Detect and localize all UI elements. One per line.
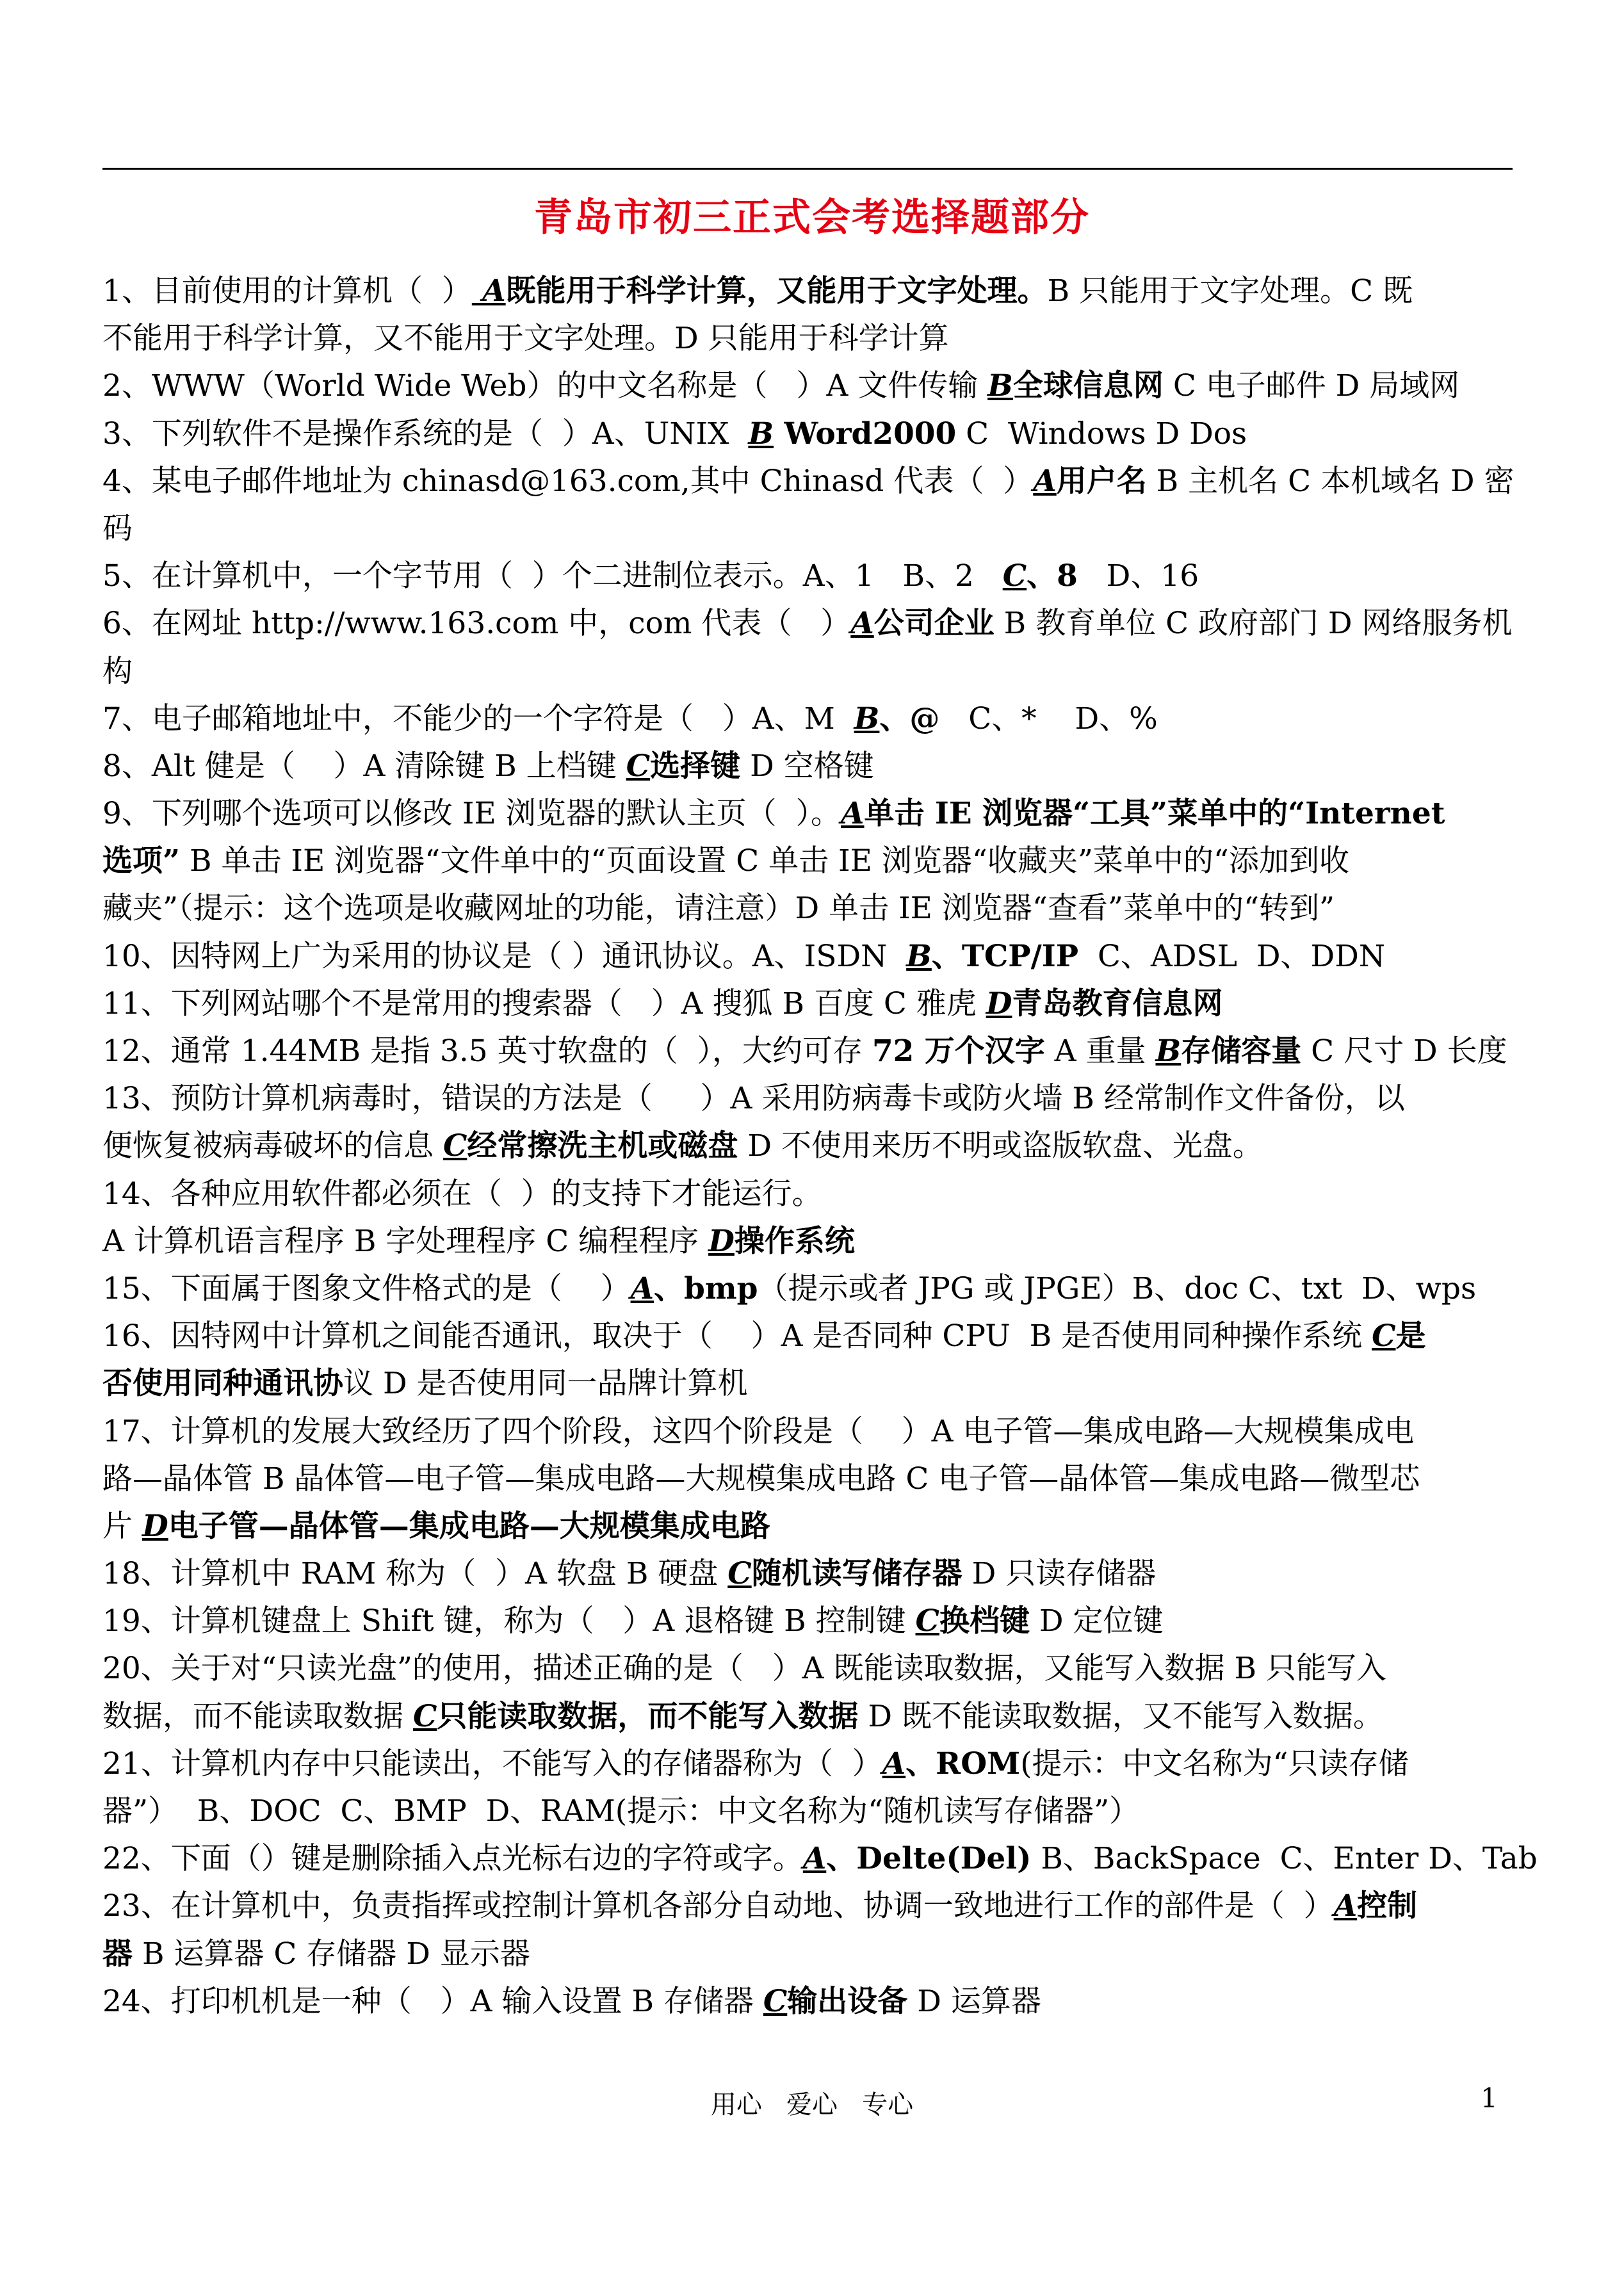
answer-text: 、@ — [879, 701, 940, 736]
text-line — [102, 1360, 1543, 1407]
text-segment: 便恢复被病毒破坏的信息 — [102, 1128, 443, 1164]
answer-text: 选项” — [102, 843, 181, 879]
text-line — [102, 1456, 1543, 1503]
text-line — [102, 1265, 1543, 1313]
text-segment: 2、WWW（World Wide Web）的中文名称是（ ）A 文件传输 — [102, 368, 988, 404]
answer-text: 随机读写储存器 — [751, 1556, 962, 1592]
text-line — [102, 648, 1543, 695]
page-number: 1 — [1481, 2082, 1498, 2114]
text-segment: C Windows D Dos — [956, 416, 1247, 451]
text-line — [102, 790, 1543, 838]
text-segment: 8、Alt 健是（ ）A 清除键 B 上档键 — [102, 748, 626, 784]
answer-letter: C — [412, 1698, 437, 1734]
text-segment: 数据，而不能读取数据 — [102, 1698, 413, 1734]
text-segment: 16、因特网中计算机之间能否通讯，取决于（ ）A 是否同种 CPU B 是否使用同种操作系统 — [102, 1318, 1372, 1354]
text-line — [102, 600, 1543, 647]
text-segment: D 定位键 — [1029, 1603, 1164, 1639]
answer-text: 否使用同种通讯协 — [102, 1366, 343, 1402]
answer-letter: C — [915, 1603, 939, 1639]
answer-text: 青岛教育信息网 — [1012, 985, 1223, 1021]
answer-letter: B — [987, 368, 1013, 404]
text-segment: 片 — [102, 1508, 142, 1544]
footer-motto: 用心 爱心 专心 — [710, 2090, 914, 2120]
header-rule — [102, 168, 1513, 170]
answer-text: 电子管—晶体管—集成电路—大规模集成电路 — [168, 1508, 770, 1544]
text-line — [102, 410, 1543, 458]
text-segment: 构 — [102, 653, 133, 689]
answer-text: 既能用于科学计算，又能用于文字处理。 — [505, 273, 1048, 309]
text-segment: 10、因特网上广为采用的协议是（ ）通讯协议。A、ISDN — [102, 938, 907, 974]
answer-letter: A — [882, 1746, 906, 1781]
answer-text: 、8 — [1027, 558, 1078, 594]
text-segment: 议 D 是否使用同一品牌计算机 — [343, 1366, 748, 1402]
answer-letter: D — [142, 1508, 168, 1544]
text-segment: C 电子邮件 D 局域网 — [1163, 368, 1460, 404]
text-segment: 15、下面属于图象文件格式的是（ ） — [102, 1270, 631, 1306]
answer-letter: C — [443, 1128, 467, 1164]
answer-letter: C — [727, 1556, 752, 1592]
answer-letter: A — [1333, 1888, 1358, 1924]
answer-letter: A — [471, 273, 506, 309]
answer-letter: D — [986, 985, 1012, 1021]
text-line — [102, 315, 1543, 362]
text-line — [102, 505, 1543, 553]
answer-letter: B — [1155, 1034, 1181, 1069]
answer-text: Word2000 — [774, 416, 957, 451]
text-segment: 器”） B、DOC C、BMP D、RAM(提示：中文名称为“随机读写存储器”） — [102, 1794, 1140, 1829]
text-line — [102, 268, 1543, 315]
text-segment: 9、下列哪个选项可以修改 IE 浏览器的默认主页（ ）。 — [102, 796, 841, 832]
text-line — [102, 1931, 1543, 1978]
answer-letter: C — [1002, 558, 1027, 594]
text-line — [102, 1693, 1543, 1740]
text-line — [102, 1313, 1543, 1360]
answer-text: 全球信息网 — [1012, 368, 1164, 404]
text-line — [102, 1740, 1543, 1788]
text-segment: B 单击 IE 浏览器“文件单中的“页面设置 C 单击 IE 浏览器“收藏夹”菜单中的“添加到收 — [180, 843, 1349, 879]
answer-text: 、ROM — [905, 1746, 1021, 1781]
text-line — [102, 1218, 1543, 1265]
answer-text: 控制 — [1357, 1888, 1418, 1924]
text-segment: B 教育单位 C 政府部门 D 网络服务机 — [994, 606, 1513, 642]
text-line — [102, 458, 1543, 505]
text-line — [102, 1645, 1543, 1692]
answer-text: 器 — [102, 1936, 133, 1972]
text-segment: D 既不能读取数据，又不能写入数据。 — [858, 1698, 1383, 1734]
text-segment: C 尺寸 D 长度 — [1301, 1034, 1507, 1069]
text-line — [102, 1408, 1543, 1456]
answer-text: 操作系统 — [734, 1223, 855, 1259]
text-segment: 22、下面（）键是删除插入点光标右边的字符或字。 — [102, 1841, 803, 1877]
text-line — [102, 1598, 1543, 1645]
text-line — [102, 838, 1543, 885]
text-line — [102, 1978, 1543, 2025]
text-segment: 17、计算机的发展大致经历了四个阶段，这四个阶段是（ ）A 电子管—集成电路—大规模集成电 — [102, 1413, 1415, 1449]
text-line — [102, 1550, 1543, 1598]
text-line — [102, 885, 1543, 932]
text-segment: 码 — [102, 510, 133, 546]
text-segment: B 运算器 C 存储器 D 显示器 — [133, 1936, 530, 1972]
answer-letter: C — [763, 1983, 788, 2019]
text-segment: 7、电子邮箱地址中，不能少的一个字符是（ ）A、M — [102, 701, 854, 736]
text-segment: D 不使用来历不明或盗版软盘、光盘。 — [738, 1128, 1263, 1164]
text-segment: 23、在计算机中，负责指挥或控制计算机各部分自动地、协调一致地进行工作的部件是（ ） — [102, 1888, 1334, 1924]
answer-text: 、TCP/IP — [931, 938, 1079, 974]
text-segment: 12、通常 1.44MB 是指 3.5 英寸软盘的（ ），大约可存 — [102, 1034, 872, 1069]
answer-letter: D — [708, 1223, 735, 1259]
answer-letter: A — [850, 606, 874, 642]
text-segment: A 计算机语言程序 B 字处理程序 C 编程程序 — [102, 1223, 709, 1259]
text-segment: 1、目前使用的计算机（ ） — [102, 273, 472, 309]
text-line — [102, 553, 1543, 600]
text-line — [102, 1075, 1543, 1123]
text-line — [102, 362, 1543, 410]
text-segment: 13、预防计算机病毒时，错误的方法是（ ）A 采用防病毒卡或防火墙 B 经常制作文件备份，以 — [102, 1081, 1405, 1117]
text-line — [102, 1028, 1543, 1075]
text-segment: D、16 — [1077, 558, 1199, 594]
answer-letter: A — [841, 796, 865, 832]
answer-text: 换档键 — [939, 1603, 1030, 1639]
answer-letter: B — [854, 701, 880, 736]
answer-text: 单击 IE 浏览器“工具”菜单中的“Internet — [864, 796, 1445, 832]
question-list — [102, 268, 1543, 2025]
answer-text: 、bmp — [654, 1270, 758, 1306]
answer-text: 输出设备 — [787, 1983, 908, 2019]
text-line — [102, 695, 1543, 743]
text-segment: (提示：中文名称为“只读存储 — [1020, 1746, 1409, 1781]
text-segment: D 只读存储器 — [962, 1556, 1157, 1592]
text-segment: D 空格键 — [740, 748, 874, 784]
text-segment: 20、关于对“只读光盘”的使用，描述正确的是（ ）A 既能读取数据，又能写入数据 B 只能写入 — [102, 1651, 1386, 1687]
text-segment: 路—晶体管 B 晶体管—电子管—集成电路—大规模集成电路 C 电子管—晶体管—集成电路—微型芯 — [102, 1461, 1420, 1496]
text-segment: 4、某电子邮件地址为 chinasd@163.com,其中 Chinasd 代表（ ） — [102, 463, 1034, 499]
text-segment: D 运算器 — [907, 1983, 1041, 2019]
answer-text: 公司企业 — [873, 606, 995, 642]
text-line — [102, 1835, 1543, 1883]
answer-letter: A — [1033, 463, 1057, 499]
text-segment: 5、在计算机中，一个字节用（ ）个二进制位表示。A、1 B、2 — [102, 558, 1003, 594]
text-segment: 3、下列软件不是操作系统的是（ ）A、UNIX — [102, 416, 749, 451]
text-line — [102, 743, 1543, 790]
text-segment: 不能用于科学计算，又不能用于文字处理。D 只能用于科学计算 — [102, 321, 949, 357]
text-segment: B、BackSpace C、Enter D、Tab — [1031, 1841, 1538, 1877]
text-segment: 藏夹”（提示：这个选项是收藏网址的功能，请注意）D 单击 IE 浏览器“查看”菜单中的“转到” — [102, 891, 1335, 927]
text-segment: 18、计算机中 RAM 称为（ ）A 软盘 B 硬盘 — [102, 1556, 728, 1592]
answer-letter: B — [906, 938, 932, 974]
answer-text: 72 万个汉字 — [872, 1034, 1045, 1069]
answer-text: 是 — [1395, 1318, 1426, 1354]
text-segment: （提示或者 JPG 或 JPGE）B、doc C、txt D、wps — [758, 1270, 1477, 1306]
text-segment: B 主机名 C 本机域名 D 密 — [1146, 463, 1514, 499]
answer-letter: A — [802, 1841, 827, 1877]
text-line — [102, 1171, 1543, 1218]
answer-text: 经常擦洗主机或磁盘 — [467, 1128, 738, 1164]
answer-text: 只能读取数据，而不能写入数据 — [437, 1698, 859, 1734]
answer-text: 用户名 — [1056, 463, 1147, 499]
answer-letter: A — [630, 1270, 654, 1306]
answer-letter: B — [748, 416, 774, 451]
text-segment: A 重量 — [1044, 1034, 1156, 1069]
answer-letter: C — [1372, 1318, 1396, 1354]
answer-text: 、Delte(Del) — [826, 1841, 1032, 1877]
answer-text: 选择键 — [650, 748, 741, 784]
text-line — [102, 1503, 1543, 1550]
text-line — [102, 1883, 1543, 1930]
text-segment: C、ADSL D、DDN — [1078, 938, 1386, 974]
text-segment: 6、在网址 http://www.163.com 中，com 代表（ ） — [102, 606, 851, 642]
text-segment: 24、打印机机是一种（ ）A 输入设置 B 存储器 — [102, 1983, 763, 2019]
text-segment: B 只能用于文字处理。C 既 — [1047, 273, 1413, 309]
text-segment: 21、计算机内存中只能读出，不能写入的存储器称为（ ） — [102, 1746, 882, 1781]
text-segment: 19、计算机键盘上 Shift 键，称为（ ）A 退格键 B 控制键 — [102, 1603, 916, 1639]
document-title: 青岛市初三正式会考选择题部分 — [534, 195, 1090, 240]
text-segment: 14、各种应用软件都必须在（ ）的支持下才能运行。 — [102, 1176, 822, 1212]
answer-letter: C — [626, 748, 651, 784]
text-segment: C、* D、% — [939, 701, 1158, 736]
text-line — [102, 980, 1543, 1028]
text-line — [102, 1123, 1543, 1170]
text-segment: 11、下列网站哪个不是常用的搜索器（ ）A 搜狐 B 百度 C 雅虎 — [102, 985, 986, 1021]
text-line — [102, 933, 1543, 980]
text-line — [102, 1788, 1543, 1835]
answer-text: 存储容量 — [1181, 1034, 1302, 1069]
